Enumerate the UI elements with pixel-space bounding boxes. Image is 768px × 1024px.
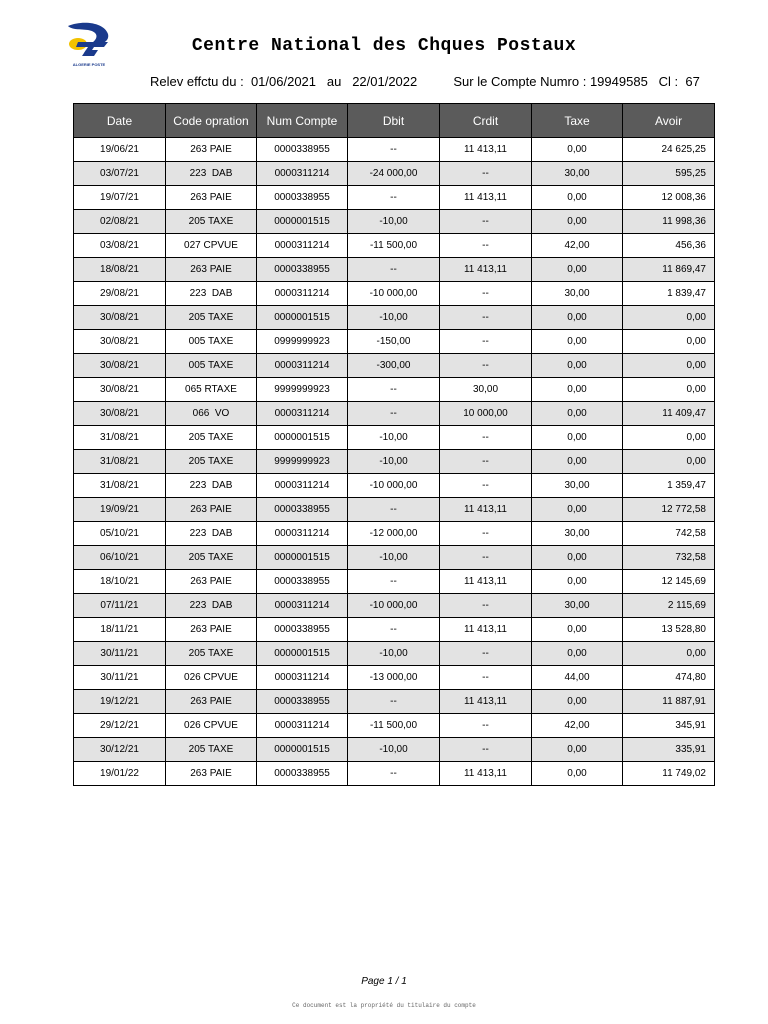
table-row (74, 450, 715, 474)
period-from: 01/06/2021 (250, 74, 317, 89)
cell-tax: 30,00 (532, 162, 623, 186)
cell-tax: 0,00 (532, 450, 623, 474)
table-row (74, 330, 715, 354)
table-row (74, 138, 715, 162)
table-row (74, 210, 715, 234)
cell-credit: 11 413,11 (440, 138, 532, 162)
cell-credit: -- (440, 474, 532, 498)
cell-tax: 0,00 (532, 498, 623, 522)
cell-date: 31/08/21 (74, 450, 166, 474)
cell-operation-code: 263 PAIE (166, 498, 257, 522)
cell-credit: -- (440, 210, 532, 234)
cell-tax: 0,00 (532, 258, 623, 282)
cell-debit: -10,00 (348, 426, 440, 450)
cell-tax: 0,00 (532, 762, 623, 786)
cell-balance: 345,91 (623, 714, 715, 738)
cell-date: 19/09/21 (74, 498, 166, 522)
table-row (74, 402, 715, 426)
key-value: 67 (685, 74, 700, 89)
table-row (74, 378, 715, 402)
table-row (74, 642, 715, 666)
table-row (74, 498, 715, 522)
cell-credit: -- (440, 594, 532, 618)
cell-operation-code: 223 DAB (166, 162, 257, 186)
cell-balance: 1 839,47 (623, 282, 715, 306)
cell-date: 19/07/21 (74, 186, 166, 210)
cell-account-number: 0000311214 (257, 474, 348, 498)
cell-tax: 0,00 (532, 306, 623, 330)
page-number: Page 1 / 1 (361, 976, 407, 987)
cell-credit: -- (440, 354, 532, 378)
cell-account-number: 0000311214 (257, 162, 348, 186)
cell-operation-code: 066 VO (166, 402, 257, 426)
cell-date: 30/08/21 (74, 354, 166, 378)
cell-tax: 0,00 (532, 186, 623, 210)
cell-account-number: 0000338955 (257, 138, 348, 162)
table-row (74, 162, 715, 186)
cell-debit: -10 000,00 (348, 282, 440, 306)
cell-account-number: 0000311214 (257, 666, 348, 690)
cell-debit: -10,00 (348, 210, 440, 234)
cell-balance: 0,00 (623, 330, 715, 354)
cell-date: 03/08/21 (74, 234, 166, 258)
cell-debit: -13 000,00 (348, 666, 440, 690)
cell-tax: 30,00 (532, 594, 623, 618)
cell-account-number: 0000001515 (257, 738, 348, 762)
cell-account-number: 0000311214 (257, 402, 348, 426)
cell-credit: -- (440, 330, 532, 354)
cell-debit: -10,00 (348, 642, 440, 666)
cell-date: 30/08/21 (74, 330, 166, 354)
cell-credit: -- (440, 666, 532, 690)
cell-balance: 2 115,69 (623, 594, 715, 618)
table-row (74, 762, 715, 786)
cell-balance: 12 008,36 (623, 186, 715, 210)
cell-tax: 0,00 (532, 546, 623, 570)
cell-operation-code: 263 PAIE (166, 186, 257, 210)
cell-date: 19/01/22 (74, 762, 166, 786)
cell-operation-code: 223 DAB (166, 522, 257, 546)
cell-credit: 30,00 (440, 378, 532, 402)
cell-tax: 44,00 (532, 666, 623, 690)
column-header-credit: Crdit (440, 104, 532, 138)
cell-operation-code: 205 TAXE (166, 642, 257, 666)
statement-subtitle (150, 74, 700, 89)
table-row (74, 714, 715, 738)
cell-balance: 595,25 (623, 162, 715, 186)
cell-operation-code: 026 CPVUE (166, 714, 257, 738)
cell-tax: 0,00 (532, 618, 623, 642)
cell-operation-code: 026 CPVUE (166, 666, 257, 690)
cell-credit: -- (440, 450, 532, 474)
cell-operation-code: 205 TAXE (166, 450, 257, 474)
cell-credit: -- (440, 546, 532, 570)
logo-caption: ALGERIE POSTE (72, 62, 106, 67)
column-header-debit: Dbit (348, 104, 440, 138)
table-row (74, 618, 715, 642)
cell-debit: -10,00 (348, 306, 440, 330)
cell-balance: 732,58 (623, 546, 715, 570)
cell-credit: -- (440, 162, 532, 186)
cell-debit: -11 500,00 (348, 234, 440, 258)
cell-account-number: 0000338955 (257, 498, 348, 522)
cell-credit: -- (440, 714, 532, 738)
cell-tax: 0,00 (532, 642, 623, 666)
cell-operation-code: 223 DAB (166, 474, 257, 498)
table-row (74, 306, 715, 330)
cell-account-number: 0000001515 (257, 642, 348, 666)
cell-account-number: 0000311214 (257, 714, 348, 738)
cell-date: 07/11/21 (74, 594, 166, 618)
cell-debit: -10 000,00 (348, 594, 440, 618)
cell-credit: 11 413,11 (440, 186, 532, 210)
cell-debit: -- (348, 402, 440, 426)
table-row (74, 354, 715, 378)
table-row (74, 426, 715, 450)
cell-operation-code: 263 PAIE (166, 618, 257, 642)
cell-balance: 11 749,02 (623, 762, 715, 786)
cell-credit: 11 413,11 (440, 498, 532, 522)
cell-operation-code: 205 TAXE (166, 210, 257, 234)
account-label: Sur le Compte Numro : (453, 74, 587, 89)
cell-debit: -10,00 (348, 450, 440, 474)
cell-balance: 12 772,58 (623, 498, 715, 522)
table-row (74, 522, 715, 546)
cell-balance: 12 145,69 (623, 570, 715, 594)
cell-debit: -10 000,00 (348, 474, 440, 498)
cell-account-number: 0999999923 (257, 330, 348, 354)
cell-date: 31/08/21 (74, 474, 166, 498)
cell-balance: 456,36 (623, 234, 715, 258)
cell-balance: 1 359,47 (623, 474, 715, 498)
cell-date: 02/08/21 (74, 210, 166, 234)
cell-balance: 742,58 (623, 522, 715, 546)
cell-credit: 11 413,11 (440, 690, 532, 714)
cell-balance: 24 625,25 (623, 138, 715, 162)
table-row (74, 666, 715, 690)
cell-balance: 0,00 (623, 450, 715, 474)
cell-balance: 474,80 (623, 666, 715, 690)
cell-tax: 42,00 (532, 714, 623, 738)
table-row (74, 282, 715, 306)
cell-date: 29/08/21 (74, 282, 166, 306)
cell-debit: -150,00 (348, 330, 440, 354)
cell-credit: 11 413,11 (440, 618, 532, 642)
cell-date: 03/07/21 (74, 162, 166, 186)
cell-tax: 30,00 (532, 282, 623, 306)
cell-debit: -24 000,00 (348, 162, 440, 186)
cell-credit: -- (440, 426, 532, 450)
cell-account-number: 0000311214 (257, 282, 348, 306)
cell-operation-code: 005 TAXE (166, 330, 257, 354)
cell-account-number: 0000311214 (257, 594, 348, 618)
cell-account-number: 9999999923 (257, 450, 348, 474)
cell-tax: 0,00 (532, 402, 623, 426)
column-header-date: Date (74, 104, 166, 138)
cell-credit: -- (440, 306, 532, 330)
cell-date: 29/12/21 (74, 714, 166, 738)
cell-debit: -- (348, 618, 440, 642)
cell-credit: -- (440, 234, 532, 258)
cell-tax: 0,00 (532, 354, 623, 378)
cell-account-number: 0000001515 (257, 210, 348, 234)
cell-tax: 0,00 (532, 210, 623, 234)
page-title: Centre National des Chques Postaux (191, 36, 577, 56)
cell-tax: 0,00 (532, 570, 623, 594)
table-row (74, 474, 715, 498)
cell-date: 30/08/21 (74, 402, 166, 426)
cell-account-number: 0000001515 (257, 426, 348, 450)
cell-balance: 13 528,80 (623, 618, 715, 642)
cell-operation-code: 205 TAXE (166, 546, 257, 570)
table-row (74, 738, 715, 762)
period-label: Relev effctu du : (150, 74, 244, 89)
cell-balance: 11 869,47 (623, 258, 715, 282)
column-header-code: Code opration (166, 104, 257, 138)
key-label: Cl : (658, 74, 679, 89)
cell-operation-code: 005 TAXE (166, 354, 257, 378)
cell-tax: 0,00 (532, 738, 623, 762)
cell-account-number: 0000338955 (257, 618, 348, 642)
cell-account-number: 0000001515 (257, 546, 348, 570)
cell-credit: 11 413,11 (440, 258, 532, 282)
cell-debit: -- (348, 186, 440, 210)
cell-debit: -10,00 (348, 738, 440, 762)
cell-balance: 11 998,36 (623, 210, 715, 234)
column-header-tax: Taxe (532, 104, 623, 138)
cell-account-number: 0000311214 (257, 354, 348, 378)
cell-operation-code: 065 RTAXE (166, 378, 257, 402)
cell-credit: -- (440, 282, 532, 306)
cell-date: 30/08/21 (74, 306, 166, 330)
cell-credit: 11 413,11 (440, 762, 532, 786)
table-row (74, 570, 715, 594)
period-to: 22/01/2022 (352, 74, 418, 89)
cell-credit: -- (440, 738, 532, 762)
cell-debit: -- (348, 762, 440, 786)
cell-account-number: 0000311214 (257, 234, 348, 258)
table-row (74, 594, 715, 618)
cell-operation-code: 205 TAXE (166, 426, 257, 450)
cell-balance: 0,00 (623, 354, 715, 378)
cell-date: 30/12/21 (74, 738, 166, 762)
cell-tax: 0,00 (532, 426, 623, 450)
cell-account-number: 0000338955 (257, 762, 348, 786)
table-header-row (74, 104, 715, 138)
cell-operation-code: 263 PAIE (166, 570, 257, 594)
cell-balance: 0,00 (623, 642, 715, 666)
cell-date: 18/10/21 (74, 570, 166, 594)
cell-date: 18/08/21 (74, 258, 166, 282)
cell-balance: 0,00 (623, 306, 715, 330)
cell-debit: -- (348, 498, 440, 522)
cell-operation-code: 205 TAXE (166, 306, 257, 330)
cell-operation-code: 027 CPVUE (166, 234, 257, 258)
cell-balance: 11 409,47 (623, 402, 715, 426)
cell-balance: 0,00 (623, 426, 715, 450)
cell-debit: -- (348, 138, 440, 162)
cell-date: 05/10/21 (74, 522, 166, 546)
cell-debit: -- (348, 258, 440, 282)
transactions-table (73, 103, 715, 786)
cell-credit: -- (440, 642, 532, 666)
cell-operation-code: 263 PAIE (166, 690, 257, 714)
cell-account-number: 0000338955 (257, 570, 348, 594)
cell-balance: 0,00 (623, 378, 715, 402)
cell-operation-code: 263 PAIE (166, 762, 257, 786)
cell-operation-code: 263 PAIE (166, 138, 257, 162)
table-row (74, 546, 715, 570)
cell-date: 18/11/21 (74, 618, 166, 642)
cell-tax: 0,00 (532, 378, 623, 402)
table-row (74, 690, 715, 714)
column-header-account: Num Compte (257, 104, 348, 138)
table-row (74, 234, 715, 258)
cell-operation-code: 223 DAB (166, 282, 257, 306)
cell-date: 19/06/21 (74, 138, 166, 162)
cell-debit: -- (348, 690, 440, 714)
cell-date: 30/11/21 (74, 642, 166, 666)
transactions-body (74, 138, 715, 786)
cell-tax: 42,00 (532, 234, 623, 258)
cell-account-number: 0000338955 (257, 690, 348, 714)
cell-date: 30/08/21 (74, 378, 166, 402)
cell-operation-code: 263 PAIE (166, 258, 257, 282)
cell-account-number: 0000001515 (257, 306, 348, 330)
cell-date: 06/10/21 (74, 546, 166, 570)
cell-credit: 10 000,00 (440, 402, 532, 426)
cell-account-number: 0000338955 (257, 186, 348, 210)
cell-debit: -10,00 (348, 546, 440, 570)
period-separator: au (326, 74, 342, 89)
cell-tax: 0,00 (532, 138, 623, 162)
cell-balance: 11 887,91 (623, 690, 715, 714)
cell-tax: 0,00 (532, 330, 623, 354)
cell-debit: -- (348, 570, 440, 594)
cell-date: 31/08/21 (74, 426, 166, 450)
cell-debit: -11 500,00 (348, 714, 440, 738)
cell-account-number: 9999999923 (257, 378, 348, 402)
cell-tax: 30,00 (532, 522, 623, 546)
table-row (74, 258, 715, 282)
column-header-balance: Avoir (623, 104, 715, 138)
cell-debit: -- (348, 378, 440, 402)
cell-debit: -300,00 (348, 354, 440, 378)
cell-credit: -- (440, 522, 532, 546)
ownership-note: Ce document est la propriété du titulaire du compte (292, 1002, 476, 1009)
cell-account-number: 0000338955 (257, 258, 348, 282)
cell-tax: 30,00 (532, 474, 623, 498)
cell-account-number: 0000311214 (257, 522, 348, 546)
table-row (74, 186, 715, 210)
cell-balance: 335,91 (623, 738, 715, 762)
cell-operation-code: 223 DAB (166, 594, 257, 618)
cell-tax: 0,00 (532, 690, 623, 714)
cell-date: 30/11/21 (74, 666, 166, 690)
account-number: 19949585 (589, 74, 648, 89)
cell-credit: 11 413,11 (440, 570, 532, 594)
cell-debit: -12 000,00 (348, 522, 440, 546)
cell-operation-code: 205 TAXE (166, 738, 257, 762)
cell-date: 19/12/21 (74, 690, 166, 714)
